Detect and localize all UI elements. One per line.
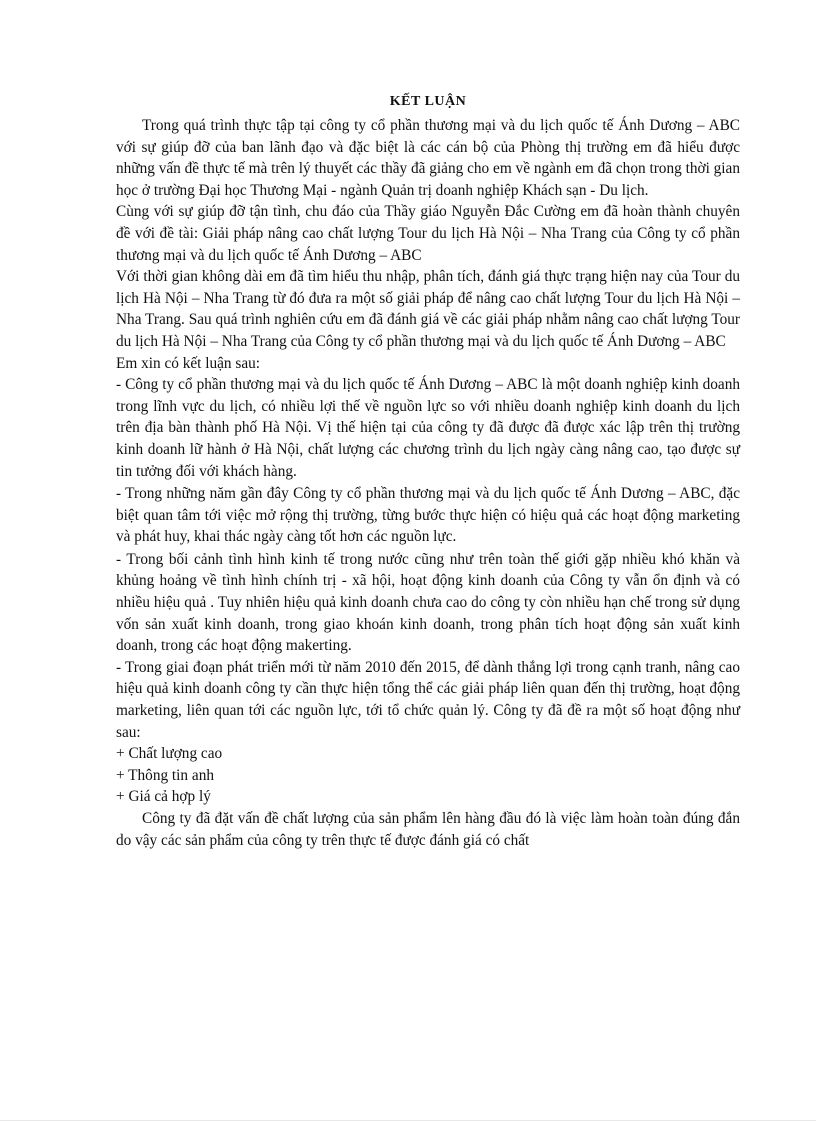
document-body — [116, 92, 740, 851]
paragraph-point-2: - Trong những năm gần đây Công ty cổ phần thương mại và du lịch quốc tế Ánh Dương – ABC, đặc biệt quan tâm tới việc mở rộng thị trường, từng bước thực hiện có hiệu quả các hoạt động marketing và phát huy, khai thác ngày càng tốt hơn các nguồn lực. — [116, 485, 740, 546]
paragraph-point-4: - Trong giai đoạn phát triển mới từ năm 2010 đến 2015, để dành thắng lợi trong cạnh tranh, nâng cao hiệu quả kinh doanh công ty cần thực hiện tổng thể các giải pháp liên quan đến thị trường, hoạt động marketing, liên quan tới các nguồn lực, tới tổ chức quản lý. Công ty đã đề ra một số hoạt động như sau: — [116, 658, 740, 741]
page-title: KẾT LUẬN — [389, 94, 467, 109]
list-item-information: + Thông tin anh — [116, 766, 214, 784]
list-item-price: + Giá cả hợp lý — [116, 788, 211, 806]
paragraph-point-3: - Trong bối cảnh tình hình kinh tế trong nước cũng như trên toàn thế giới gặp nhiều khó khăn và khủng hoảng về tình hình chính trị - xã hội, hoạt động kinh doanh của Công ty vẫn ổn định và có nhiều hiệu quả . Tuy nhiên hiệu quả kinh doanh chưa cao do công ty còn nhiều hạn chế trong sử dụng vốn sản xuất kinh doanh, trong giao khoán kinh doanh, trong phân tích hoạt động sản xuất kinh doanh, trong các hoạt động makerting. — [116, 550, 740, 655]
paragraph-thanks: Cùng với sự giúp đỡ tận tình, chu đáo của Thầy giáo Nguyễn Đắc Cường em đã hoàn thành chuyên đề với đề tài: Giải pháp nâng cao chất lượng Tour du lịch Hà Nội – Nha Trang của Công ty cổ phần thương mại và du lịch quốc tế Ánh Dương – ABC — [116, 203, 740, 264]
paragraph-research: Với thời gian không dài em đã tìm hiểu thu nhập, phân tích, đánh giá thực trạng hiện nay của Tour du lịch Hà Nội – Nha Trang từ đó đưa ra một số giải pháp để nâng cao chất lượng Tour du lịch Hà Nội – Nha Trang. Sau quá trình nghiên cứu em đã đánh giá về các giải pháp nhằm nâng cao chất lượng Tour du lịch Hà Nội – Nha Trang của Công ty cổ phần thương mại và du lịch quốc tế Ánh Dương – ABC — [116, 268, 740, 350]
paragraph-conclusion-lead: Em xin có kết luận sau: — [116, 354, 261, 372]
paragraph-intro: Trong quá trình thực tập tại công ty cổ phần thương mại và du lịch quốc tế Ánh Dương – ABC với sự giúp đỡ của ban lãnh đạo và đặc biệt là các cán bộ của Phòng thị trường em đã hiểu được những vấn đề thực tế mà trên lý thuyết các thầy đã giảng cho em về ngành em đã chọn trong thời gian học ở trường Đại học Thương Mại - ngành Quản trị doanh nghiệp Khách sạn - Du lịch. — [116, 117, 740, 199]
list-item-quality: + Chất lượng cao — [116, 745, 223, 763]
page-bottom-edge — [0, 1120, 816, 1121]
paragraph-point-1: - Công ty cổ phần thương mại và du lịch quốc tế Ánh Dương – ABC là một doanh nghiệp kinh doanh trong lĩnh vực du lịch, có nhiều lợi thế về nguồn lực so với nhiều doanh nghiệp kinh doanh du lịch trên địa bàn thành phố Hà Nội. Vị thế hiện tại của công ty đã được đã được xác lập trên thị trường kinh doanh lữ hành ở Hà Nội, chất lượng các chương trình du lịch ngày càng nâng cao, tạo được sự tin tưởng đối với khách hàng. — [116, 376, 740, 480]
paragraph-final: Công ty đã đặt vấn đề chất lượng của sản phẩm lên hàng đầu đó là việc làm hoàn toàn đúng đắn do vậy các sản phẩm của công ty trên thực tế được đánh giá có chất — [116, 810, 740, 849]
